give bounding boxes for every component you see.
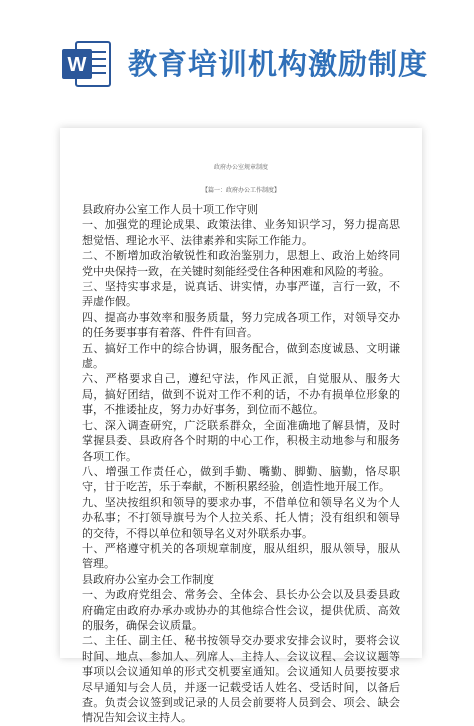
paragraph: 一、为政府党组会、常务会、全体会、县长办公会以及县委县政府确定由政府办承办或协办的其他综合性会议，提供优质、高效的服务，确保会议质量。 [82, 588, 400, 632]
paragraph: 三、坚持实事求是，说真话、讲实情，办事严谨，言行一致，不弄虚作假。 [82, 280, 400, 309]
paragraph: 五、搞好工作中的综合协调，服务配合，做到态度诚恳、文明谦虚。 [82, 341, 400, 371]
paragraph: 二、主任、副主任、秘书按领导交办要求安排会议时，要将会议时间、地点、参加人、列席人、主持人、会议议程、会议议题等事项以会议通知单的形式交机要室通知。会议通知人员要按要求尽早通知与会人员，并逐一记载受话人姓名、受话时间，以备后查。负责会议签到或记录的人员会前要将人员到会、项会、缺会情况告知会议主持人。 [82, 634, 400, 725]
paragraph: 一、加强党的理论成果、政策法律、业务知识学习，努力提高思想觉悟、理论水平、法律素养和实际工作能力。 [82, 218, 400, 247]
document-page [60, 128, 422, 725]
document-body [60, 194, 422, 726]
document-tag: 【篇一：政府办公工作制度】 [201, 187, 280, 194]
banner-title: 教育培训机构激励制度 [128, 47, 429, 81]
paragraph: 二、不断增加政治敏锐性和政治鉴别力，思想上、政治上始终同党中央保持一致，在关键时刻能经受住各种困难和风险的考验。 [82, 249, 400, 278]
paragraph: 七、深入调查研究，广泛联系群众，全面准确地了解县情，及时掌握县委、县政府各个时期的中心工作，积极主动地参与和服务各项工作。 [82, 418, 400, 463]
paragraph: 六、严格要求自己，遵纪守法，作风正派，自觉服从、服务大局，搞好团结，做到不说对工作不利的话，不办有损单位形象的事，不推诿扯皮，努力办好事务，到位而不越位。 [82, 372, 400, 417]
banner [0, 0, 474, 110]
paragraph: 八、增强工作责任心，做到手勤、嘴勤、脚勤、脑勤，恪尽职守，甘于吃苦，乐于奉献，不断积累经验，创造性地开展工作。 [82, 464, 400, 494]
paragraph: 十、严格遵守机关的各项规章制度，服从组织，服从领导，服从管理。 [82, 541, 400, 571]
paragraph: 九、坚决按组织和领导的要求办事，不借单位和领导名义为个人办私事；不打领导旗号为个人拉关系、托人情；没有组织和领导的交待，不得以单位和领导名义对外联系办事。 [82, 495, 400, 540]
paragraph: 县政府办公室办会工作制度 [82, 572, 214, 586]
paragraph: 四、提高办事效率和服务质量，努力完成各项工作，对领导交办的任务要事事有着落、件件有回音。 [82, 310, 400, 340]
word-logo-letter: W [67, 54, 87, 76]
word-document-icon [62, 40, 112, 88]
paragraph: 县政府办公室工作人员十项工作守则 [82, 203, 258, 216]
document-header: 政府办公室规章制度 [213, 164, 268, 171]
